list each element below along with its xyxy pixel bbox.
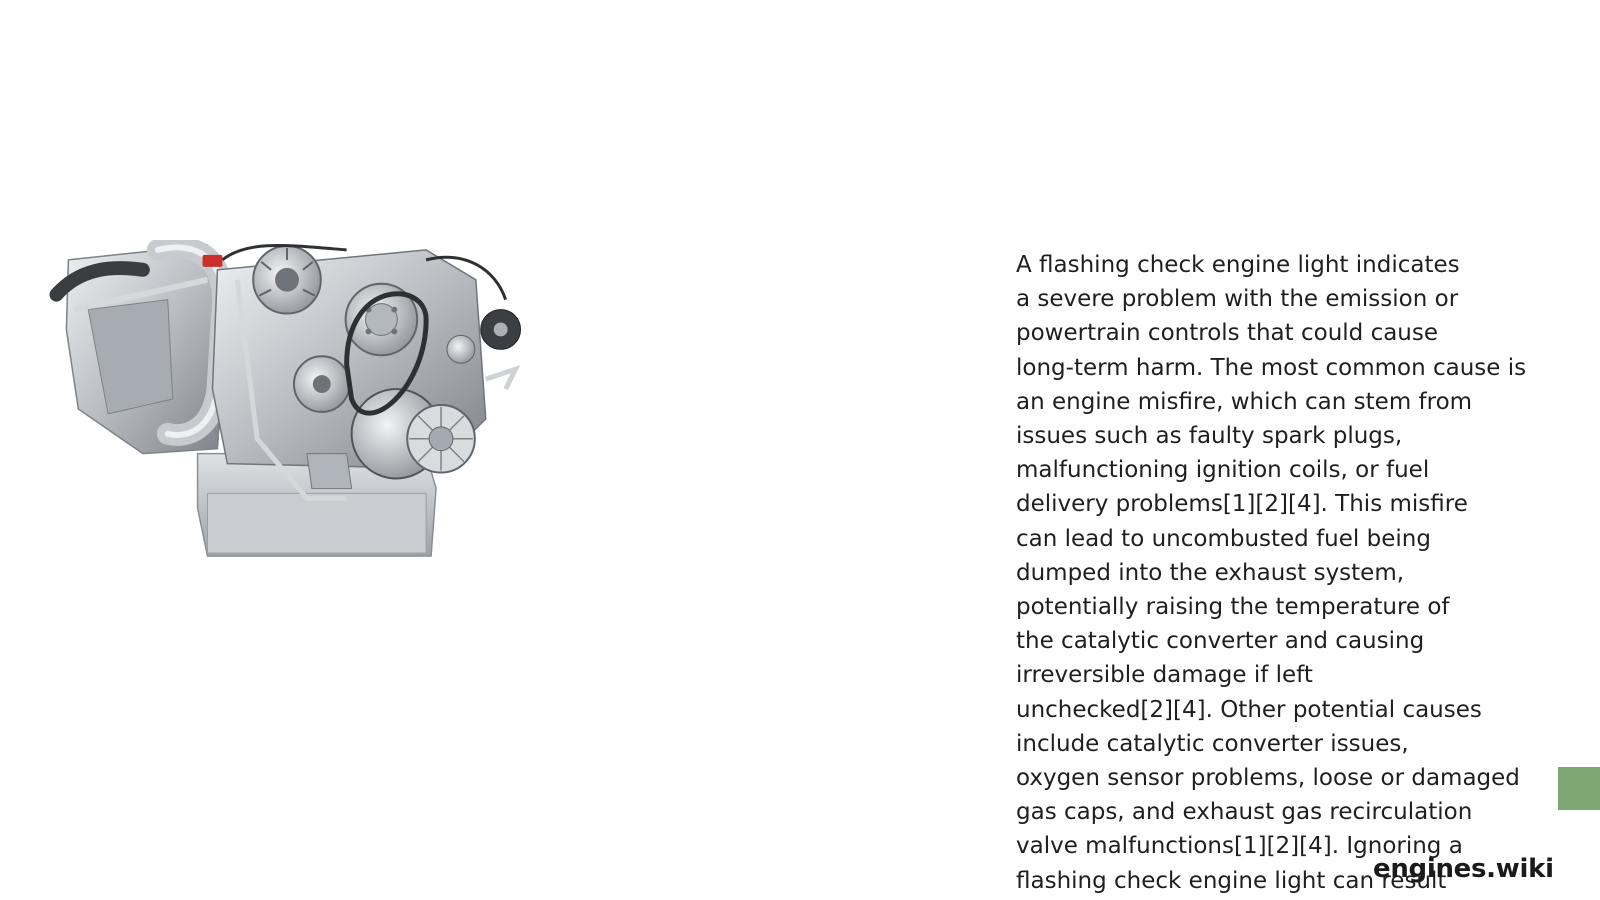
brand-logo-text: engines.wiki (1373, 854, 1554, 884)
accent-block (1558, 767, 1600, 810)
article-body-text: A flashing check engine light indicates a severe problem with the emission or powertrain controls that could cause long-term harm. The most common cause is an engine misfire, which can stem from issues such as faulty spark plugs, malfunctioning ignition coils, or fuel delivery problems[1][2][4]. This misfire can lead to uncombusted fuel being dumped into the exhaust system, potentially raising the temperature of the catalytic converter and causing irreversible damage if left unchecked[2][4]. Other potential causes include catalytic converter issues, oxygen sensor problems, loose or damaged gas caps, and exhaust gas recirculation valve malfunctions[1][2][4]. Ignoring a flashing check engine light can result (1016, 252, 1527, 894)
engine-photo (48, 240, 526, 558)
